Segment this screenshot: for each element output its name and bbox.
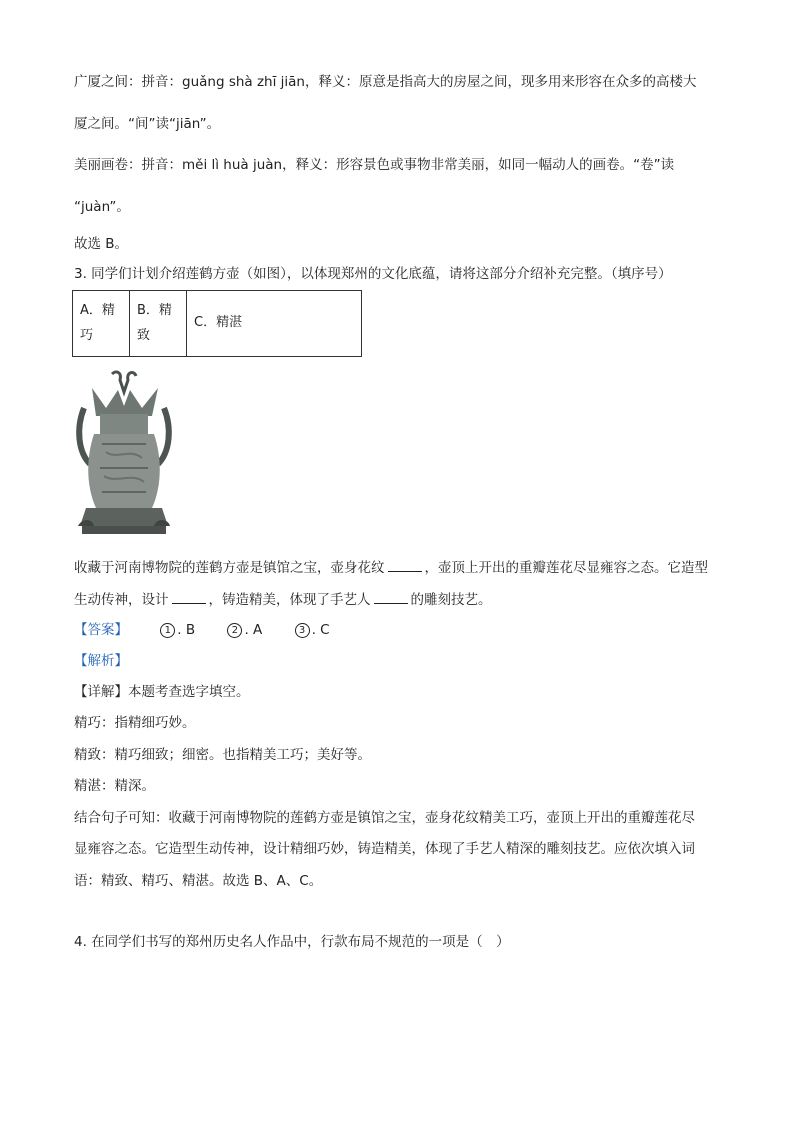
answer-line: 【答案】 1 . B 2 . A 3 . C <box>74 622 330 638</box>
analysis-label: 【解析】 <box>74 653 128 669</box>
definition-1: 精巧：指精细巧妙。 <box>74 715 196 731</box>
text-line: 故选 B。 <box>74 236 129 252</box>
conclusion-line: 显雍容之态。它造型生动传神，设计精细巧妙，铸造精美，体现了手艺人精深的雕刻技艺。应依次填入词 <box>74 841 695 857</box>
conclusion-line: 结合句子可知：收藏于河南博物院的莲鹤方壶是镇馆之宝，壶身花纹精美工巧，壶顶上开出的重瓣莲花尽 <box>74 810 695 826</box>
option-c: C．精湛 <box>187 291 362 357</box>
question-4: 4. 在同学们书写的郑州历史名人作品中，行款布局不规范的一项是（ ） <box>74 934 510 950</box>
number-circle: 3 <box>295 623 310 638</box>
question-3: 3. 同学们计划介绍莲鹤方壶（如图），以体现郑州的文化底蕴，请将这部分介绍补充完整。（填序号） <box>74 266 672 282</box>
blank-2 <box>172 591 206 604</box>
blank-3 <box>374 591 408 604</box>
answer-label: 【答案】 <box>74 622 128 638</box>
options-table <box>72 290 362 357</box>
definition-3: 精湛：精深。 <box>74 778 155 794</box>
number-circle: 1 <box>160 623 175 638</box>
number-circle: 2 <box>227 623 242 638</box>
conclusion-line: 语：精致、精巧、精湛。故选 B、A、C。 <box>74 873 323 889</box>
definition-2: 精致：精巧细致；细密。也指精美工巧；美好等。 <box>74 747 371 763</box>
lotus-crane-square-pot-image <box>72 368 176 544</box>
sentence-line-2: 生动传神，设计 ，铸造精美，体现了手艺人 的雕刻技艺。 <box>74 592 492 608</box>
text-line: “juàn”。 <box>74 199 130 215</box>
text-line: 广厦之间：拼音：guǎng shà zhī jiān，释义：原意是指高大的房屋之间，现多用来形容在众多的高楼大 <box>74 74 697 90</box>
option-a: A．精 巧 <box>73 291 130 357</box>
option-b: B．精 致 <box>130 291 187 357</box>
text-line: 厦之间。“间”读“jiān”。 <box>74 116 221 132</box>
sentence-line-1: 收藏于河南博物院的莲鹤方壶是镇馆之宝，壶身花纹 ，壶顶上开出的重瓣莲花尽显雍容之态。它造型 <box>74 560 708 576</box>
blank-1 <box>388 559 422 572</box>
detail-line: 【详解】本题考查选字填空。 <box>74 684 250 700</box>
text-line: 美丽画卷：拼音：měi lì huà juàn，释义：形容景色或事物非常美丽，如同一幅动人的画卷。“卷”读 <box>74 157 675 173</box>
